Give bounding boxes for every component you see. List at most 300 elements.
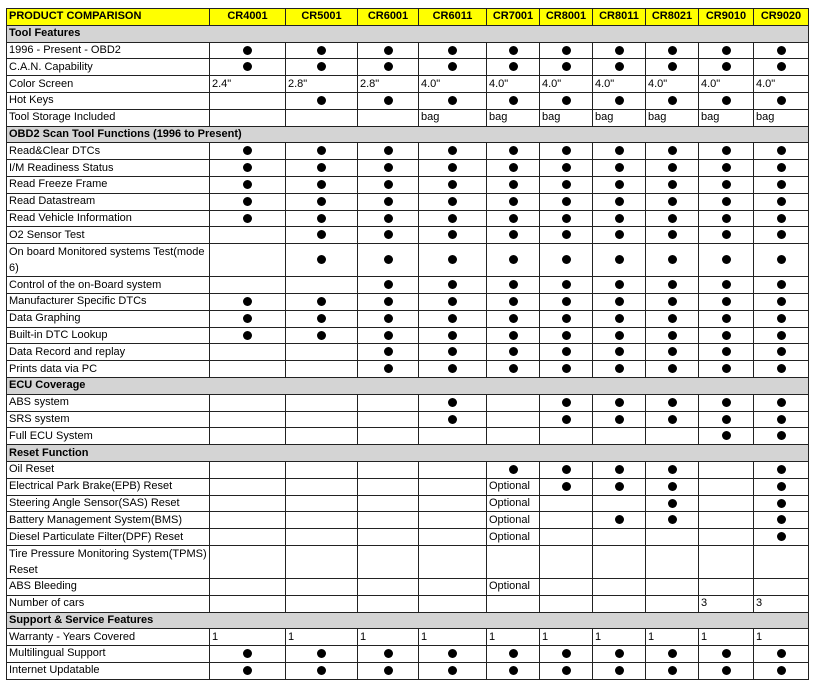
feature-cell <box>699 428 754 445</box>
feature-value: 1 <box>646 629 699 646</box>
feature-cell <box>754 210 809 227</box>
empty-cell <box>286 529 358 546</box>
feature-cell <box>358 227 419 244</box>
feature-value: 1 <box>487 629 540 646</box>
section-header-row <box>7 25 809 42</box>
feature-cell <box>487 42 540 59</box>
empty-cell <box>540 545 593 578</box>
bullet-icon <box>615 415 624 424</box>
feature-cell <box>419 394 487 411</box>
bullet-icon <box>562 364 571 373</box>
bullet-icon <box>243 666 252 675</box>
empty-cell <box>593 578 646 595</box>
feature-label: Tool Storage Included <box>7 109 210 126</box>
feature-cell <box>593 361 646 378</box>
table-row <box>7 310 809 327</box>
feature-label: C.A.N. Capability <box>7 59 210 76</box>
bullet-icon <box>668 180 677 189</box>
feature-label: SRS system <box>7 411 210 428</box>
feature-cell <box>487 143 540 160</box>
feature-cell <box>540 210 593 227</box>
feature-value: Optional <box>487 478 540 495</box>
table-row <box>7 411 809 428</box>
bullet-icon <box>722 214 731 223</box>
feature-cell <box>699 42 754 59</box>
feature-value: 4.0" <box>419 76 487 93</box>
bullet-icon <box>777 649 786 658</box>
feature-cell <box>286 662 358 679</box>
feature-cell <box>699 59 754 76</box>
empty-cell <box>593 495 646 512</box>
bullet-icon <box>615 297 624 306</box>
table-row <box>7 227 809 244</box>
bullet-icon <box>509 146 518 155</box>
bullet-icon <box>777 666 786 675</box>
bullet-icon <box>668 96 677 105</box>
bullet-icon <box>317 163 326 172</box>
feature-cell <box>646 143 699 160</box>
feature-cell <box>699 143 754 160</box>
feature-cell <box>754 344 809 361</box>
empty-cell <box>210 227 286 244</box>
feature-label: Tire Pressure Monitoring System(TPMS) Reset <box>7 545 210 578</box>
feature-cell <box>210 160 286 177</box>
empty-cell <box>210 109 286 126</box>
feature-value: 4.0" <box>487 76 540 93</box>
feature-cell <box>358 193 419 210</box>
feature-label: Hot Keys <box>7 92 210 109</box>
feature-cell <box>540 193 593 210</box>
bullet-icon <box>562 46 571 55</box>
feature-cell <box>754 495 809 512</box>
feature-cell <box>210 646 286 663</box>
bullet-icon <box>615 398 624 407</box>
bullet-icon <box>562 163 571 172</box>
table-row <box>7 478 809 495</box>
empty-cell <box>540 529 593 546</box>
feature-cell <box>419 277 487 294</box>
feature-cell <box>646 512 699 529</box>
model-header: CR6001 <box>358 9 419 26</box>
feature-cell <box>646 344 699 361</box>
empty-cell <box>487 545 540 578</box>
feature-cell <box>699 277 754 294</box>
bullet-icon <box>562 297 571 306</box>
feature-cell <box>419 193 487 210</box>
feature-cell <box>754 646 809 663</box>
feature-cell <box>358 143 419 160</box>
bullet-icon <box>317 314 326 323</box>
feature-cell <box>699 92 754 109</box>
bullet-icon <box>777 163 786 172</box>
feature-label: ABS Bleeding <box>7 578 210 595</box>
feature-cell <box>419 210 487 227</box>
bullet-icon <box>722 146 731 155</box>
feature-cell <box>593 160 646 177</box>
feature-cell <box>286 143 358 160</box>
empty-cell <box>358 109 419 126</box>
empty-cell <box>286 344 358 361</box>
bullet-icon <box>384 364 393 373</box>
section-title: Tool Features <box>7 25 809 42</box>
feature-cell <box>358 92 419 109</box>
feature-value: 4.0" <box>646 76 699 93</box>
feature-value: 1 <box>754 629 809 646</box>
bullet-icon <box>448 364 457 373</box>
empty-cell <box>286 595 358 612</box>
bullet-icon <box>509 255 518 264</box>
feature-cell <box>540 92 593 109</box>
bullet-icon <box>615 96 624 105</box>
table-row <box>7 193 809 210</box>
empty-cell <box>699 512 754 529</box>
empty-cell <box>358 394 419 411</box>
empty-cell <box>419 512 487 529</box>
feature-cell <box>286 327 358 344</box>
feature-value: 4.0" <box>699 76 754 93</box>
feature-label: Number of cars <box>7 595 210 612</box>
bullet-icon <box>243 331 252 340</box>
feature-cell <box>358 293 419 310</box>
empty-cell <box>646 428 699 445</box>
section-header-row <box>7 126 809 143</box>
table-row <box>7 595 809 612</box>
feature-label: Data Graphing <box>7 310 210 327</box>
feature-cell <box>646 478 699 495</box>
feature-cell <box>699 310 754 327</box>
bullet-icon <box>384 146 393 155</box>
bullet-icon <box>448 255 457 264</box>
table-row <box>7 143 809 160</box>
bullet-icon <box>722 431 731 440</box>
empty-cell <box>358 529 419 546</box>
bullet-icon <box>562 331 571 340</box>
feature-label: Data Record and replay <box>7 344 210 361</box>
bullet-icon <box>615 364 624 373</box>
section-title: ECU Coverage <box>7 377 809 394</box>
table-row <box>7 160 809 177</box>
bullet-icon <box>317 666 326 675</box>
feature-cell <box>754 42 809 59</box>
feature-cell <box>487 176 540 193</box>
feature-cell <box>487 327 540 344</box>
feature-value: bag <box>487 109 540 126</box>
table-row <box>7 394 809 411</box>
table-row <box>7 293 809 310</box>
bullet-icon <box>509 214 518 223</box>
feature-cell <box>540 461 593 478</box>
empty-cell <box>358 578 419 595</box>
feature-cell <box>699 176 754 193</box>
bullet-icon <box>243 649 252 658</box>
bullet-icon <box>615 255 624 264</box>
feature-label: Oil Reset <box>7 461 210 478</box>
bullet-icon <box>317 96 326 105</box>
bullet-icon <box>384 666 393 675</box>
feature-cell <box>699 193 754 210</box>
bullet-icon <box>448 297 457 306</box>
bullet-icon <box>448 649 457 658</box>
bullet-icon <box>509 364 518 373</box>
feature-label: Read Vehicle Information <box>7 210 210 227</box>
feature-cell <box>286 160 358 177</box>
bullet-icon <box>509 649 518 658</box>
bullet-icon <box>668 649 677 658</box>
feature-cell <box>419 59 487 76</box>
bullet-icon <box>722 255 731 264</box>
bullet-icon <box>562 146 571 155</box>
bullet-icon <box>448 96 457 105</box>
feature-cell <box>593 193 646 210</box>
bullet-icon <box>509 197 518 206</box>
bullet-icon <box>615 649 624 658</box>
model-header: CR4001 <box>210 9 286 26</box>
model-header: CR8021 <box>646 9 699 26</box>
feature-cell <box>754 361 809 378</box>
feature-cell <box>419 361 487 378</box>
feature-cell <box>210 143 286 160</box>
empty-cell <box>358 411 419 428</box>
bullet-icon <box>777 415 786 424</box>
table-title: PRODUCT COMPARISON <box>7 9 210 26</box>
feature-cell <box>286 193 358 210</box>
empty-cell <box>286 512 358 529</box>
feature-cell <box>540 143 593 160</box>
feature-value: 4.0" <box>754 76 809 93</box>
bullet-icon <box>384 255 393 264</box>
bullet-icon <box>722 46 731 55</box>
bullet-icon <box>668 465 677 474</box>
section-title: Reset Function <box>7 445 809 462</box>
empty-cell <box>210 411 286 428</box>
bullet-icon <box>317 214 326 223</box>
bullet-icon <box>562 482 571 491</box>
bullet-icon <box>777 364 786 373</box>
feature-label: Warranty - Years Covered <box>7 629 210 646</box>
feature-cell <box>540 310 593 327</box>
feature-cell <box>540 227 593 244</box>
feature-cell <box>540 327 593 344</box>
empty-cell <box>210 595 286 612</box>
bullet-icon <box>722 163 731 172</box>
bullet-icon <box>509 314 518 323</box>
feature-cell <box>593 461 646 478</box>
feature-cell <box>358 160 419 177</box>
feature-cell <box>487 646 540 663</box>
bullet-icon <box>615 197 624 206</box>
bullet-icon <box>777 297 786 306</box>
feature-cell <box>593 411 646 428</box>
empty-cell <box>419 529 487 546</box>
feature-cell <box>754 327 809 344</box>
header-row <box>7 9 809 26</box>
table-row <box>7 461 809 478</box>
feature-label: Full ECU System <box>7 428 210 445</box>
empty-cell <box>286 578 358 595</box>
table-row <box>7 629 809 646</box>
feature-cell <box>419 143 487 160</box>
empty-cell <box>286 478 358 495</box>
bullet-icon <box>448 398 457 407</box>
feature-cell <box>210 327 286 344</box>
feature-cell <box>646 160 699 177</box>
feature-cell <box>699 646 754 663</box>
feature-cell <box>646 361 699 378</box>
table-row <box>7 545 809 578</box>
empty-cell <box>487 411 540 428</box>
bullet-icon <box>562 415 571 424</box>
bullet-icon <box>384 649 393 658</box>
feature-cell <box>358 646 419 663</box>
feature-value: bag <box>699 109 754 126</box>
feature-cell <box>358 210 419 227</box>
feature-value: Optional <box>487 578 540 595</box>
bullet-icon <box>668 331 677 340</box>
feature-cell <box>419 646 487 663</box>
feature-label: Control of the on-Board system <box>7 277 210 294</box>
feature-value: 1 <box>540 629 593 646</box>
feature-value: Optional <box>487 512 540 529</box>
bullet-icon <box>562 649 571 658</box>
bullet-icon <box>615 347 624 356</box>
bullet-icon <box>668 398 677 407</box>
feature-cell <box>754 293 809 310</box>
bullet-icon <box>668 280 677 289</box>
feature-value: Optional <box>487 529 540 546</box>
bullet-icon <box>562 255 571 264</box>
feature-cell <box>210 310 286 327</box>
feature-cell <box>540 344 593 361</box>
feature-label: Prints data via PC <box>7 361 210 378</box>
bullet-icon <box>615 280 624 289</box>
table-row <box>7 495 809 512</box>
table-row <box>7 428 809 445</box>
table-row <box>7 646 809 663</box>
bullet-icon <box>668 364 677 373</box>
empty-cell <box>286 495 358 512</box>
section-header-row <box>7 445 809 462</box>
feature-cell <box>286 42 358 59</box>
feature-cell <box>646 227 699 244</box>
table-body <box>7 25 809 679</box>
empty-cell <box>210 495 286 512</box>
feature-cell <box>646 662 699 679</box>
empty-cell <box>540 595 593 612</box>
feature-cell <box>699 411 754 428</box>
bullet-icon <box>317 649 326 658</box>
bullet-icon <box>722 649 731 658</box>
feature-cell <box>419 344 487 361</box>
model-header: CR5001 <box>286 9 358 26</box>
feature-label: Read&Clear DTCs <box>7 143 210 160</box>
feature-cell <box>593 143 646 160</box>
feature-value: 1 <box>358 629 419 646</box>
feature-cell <box>286 310 358 327</box>
feature-cell <box>754 244 809 277</box>
bullet-icon <box>448 331 457 340</box>
bullet-icon <box>317 46 326 55</box>
bullet-icon <box>448 46 457 55</box>
empty-cell <box>540 512 593 529</box>
empty-cell <box>210 428 286 445</box>
bullet-icon <box>777 331 786 340</box>
feature-cell <box>754 478 809 495</box>
bullet-icon <box>317 180 326 189</box>
feature-cell <box>646 646 699 663</box>
empty-cell <box>358 595 419 612</box>
bullet-icon <box>562 314 571 323</box>
bullet-icon <box>722 666 731 675</box>
bullet-icon <box>448 666 457 675</box>
empty-cell <box>358 461 419 478</box>
feature-label: On board Monitored systems Test(mode 6) <box>7 244 210 277</box>
bullet-icon <box>777 532 786 541</box>
feature-cell <box>754 394 809 411</box>
bullet-icon <box>384 280 393 289</box>
feature-cell <box>593 59 646 76</box>
empty-cell <box>699 578 754 595</box>
bullet-icon <box>562 96 571 105</box>
bullet-icon <box>777 230 786 239</box>
feature-cell <box>646 244 699 277</box>
bullet-icon <box>777 214 786 223</box>
table-row <box>7 92 809 109</box>
empty-cell <box>646 529 699 546</box>
feature-value: 1 <box>286 629 358 646</box>
feature-cell <box>487 461 540 478</box>
bullet-icon <box>668 230 677 239</box>
feature-cell <box>358 310 419 327</box>
bullet-icon <box>722 297 731 306</box>
bullet-icon <box>722 347 731 356</box>
feature-label: Read Datastream <box>7 193 210 210</box>
bullet-icon <box>722 364 731 373</box>
bullet-icon <box>777 431 786 440</box>
empty-cell <box>754 545 809 578</box>
bullet-icon <box>317 331 326 340</box>
bullet-icon <box>777 62 786 71</box>
empty-cell <box>358 495 419 512</box>
bullet-icon <box>448 163 457 172</box>
table-row <box>7 109 809 126</box>
bullet-icon <box>384 297 393 306</box>
feature-cell <box>286 210 358 227</box>
feature-cell <box>210 662 286 679</box>
bullet-icon <box>317 230 326 239</box>
bullet-icon <box>509 666 518 675</box>
feature-cell <box>699 293 754 310</box>
feature-cell <box>754 512 809 529</box>
feature-cell <box>210 193 286 210</box>
bullet-icon <box>722 62 731 71</box>
bullet-icon <box>722 331 731 340</box>
bullet-icon <box>562 62 571 71</box>
table-row <box>7 344 809 361</box>
feature-cell <box>646 92 699 109</box>
feature-cell <box>754 227 809 244</box>
bullet-icon <box>509 280 518 289</box>
bullet-icon <box>777 96 786 105</box>
bullet-icon <box>615 163 624 172</box>
feature-cell <box>754 461 809 478</box>
feature-cell <box>593 176 646 193</box>
feature-cell <box>487 92 540 109</box>
empty-cell <box>286 109 358 126</box>
bullet-icon <box>615 62 624 71</box>
bullet-icon <box>668 197 677 206</box>
feature-cell <box>419 662 487 679</box>
feature-cell <box>754 529 809 546</box>
